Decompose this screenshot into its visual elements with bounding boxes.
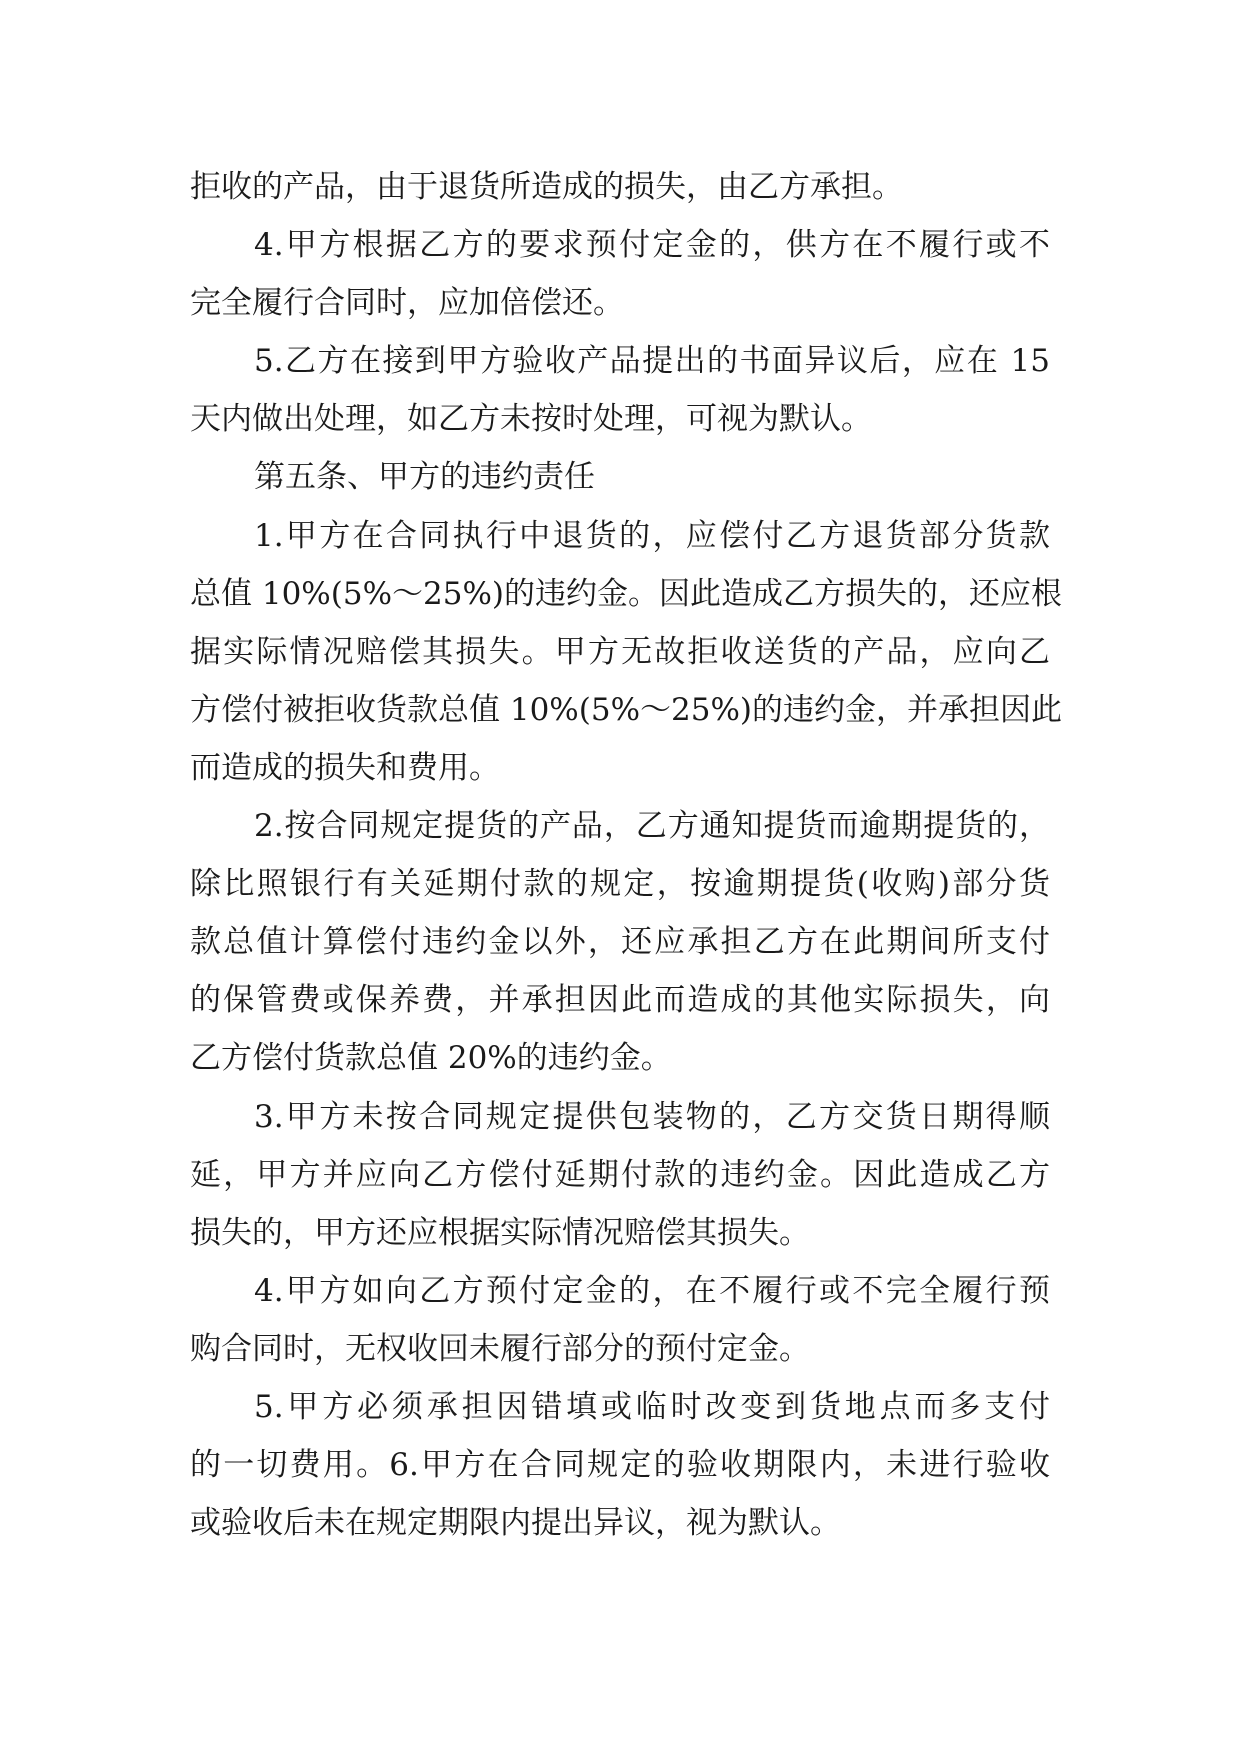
text-line: 总值 10%(5%～25%)的违约金。因此造成乙方损失的，还应根 (190, 575, 1063, 612)
text-line: 而造成的损失和费用。 (190, 749, 500, 786)
text-line: 完全履行合同时，应加倍偿还。 (190, 285, 624, 322)
text-line: 第五条、甲方的违约责任 (254, 459, 595, 496)
text-line: 方偿付被拒收货款总值 10%(5%～25%)的违约金，并承担因此 (190, 691, 1063, 728)
text-line: 或验收后未在规定期限内提出异议，视为默认。 (190, 1505, 841, 1542)
text-line: 损失的，甲方还应根据实际情况赔偿其损失。 (190, 1214, 810, 1251)
text-line: 4.甲方根据乙方的要求预付定金的，供方在不履行或不 (254, 227, 1050, 264)
text-line: 的保管费或保养费，并承担因此而造成的其他实际损失，向 (190, 982, 1050, 1019)
text-line: 3.甲方未按合同规定提供包装物的，乙方交货日期得顺 (254, 1098, 1050, 1135)
text-line: 款总值计算偿付违约金以外，还应承担乙方在此期间所支付 (190, 924, 1050, 961)
text-line: 5.乙方在接到甲方验收产品提出的书面异议后，应在 15 (254, 343, 1050, 380)
text-line: 的一切费用。6.甲方在合同规定的验收期限内，未进行验收 (190, 1447, 1050, 1484)
text-line: 4.甲方如向乙方预付定金的，在不履行或不完全履行预 (254, 1272, 1050, 1309)
text-line: 除比照银行有关延期付款的规定，按逾期提货(收购)部分货 (190, 866, 1050, 903)
text-line: 延，甲方并应向乙方偿付延期付款的违约金。因此造成乙方 (190, 1156, 1050, 1193)
text-line: 1.甲方在合同执行中退货的，应偿付乙方退货部分货款 (254, 517, 1050, 554)
text-line: 乙方偿付货款总值 20%的违约金。 (190, 1040, 672, 1077)
text-line: 2.按合同规定提货的产品，乙方通知提货而逾期提货的， (254, 808, 1050, 845)
text-line: 天内做出处理，如乙方未按时处理，可视为默认。 (190, 401, 872, 438)
text-line: 5.甲方必须承担因错填或临时改变到货地点而多支付 (254, 1388, 1050, 1425)
document-body (190, 158, 1063, 1552)
text-line: 购合同时，无权收回未履行部分的预付定金。 (190, 1330, 810, 1367)
text-line: 拒收的产品，由于退货所造成的损失，由乙方承担。 (190, 169, 903, 205)
text-line: 据实际情况赔偿其损失。甲方无故拒收送货的产品，应向乙 (190, 633, 1050, 670)
